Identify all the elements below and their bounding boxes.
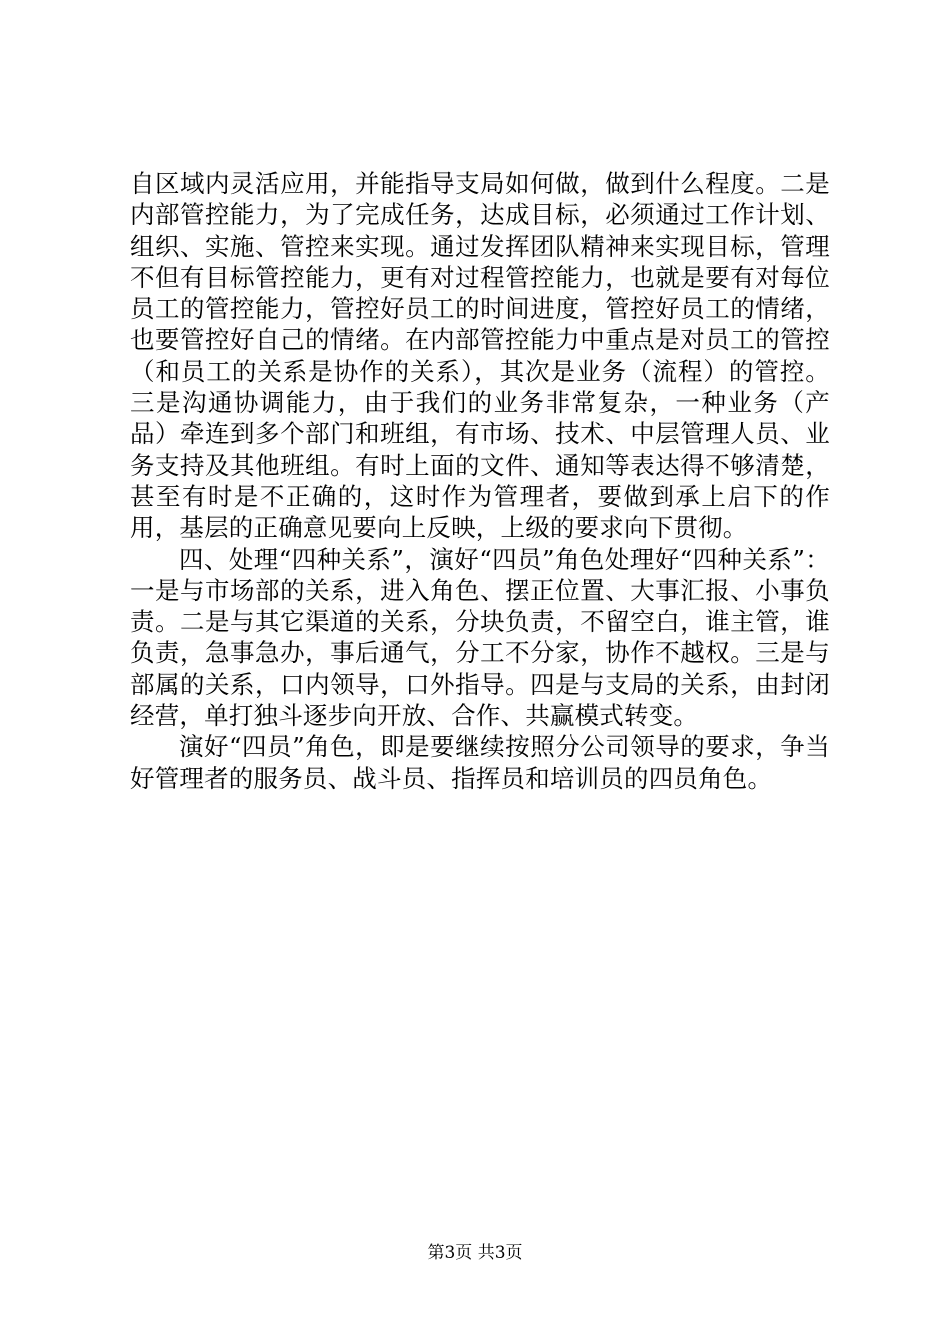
paragraph-four-roles: 演好“四员”角色，即是要继续按照分公司领导的要求，争当好管理者的服务员、战斗员、指挥员和培训员的四员角色。	[130, 732, 830, 793]
paragraph-four-relations: 四、处理“四种关系”，演好“四员”角色处理好“四种关系”：一是与市场部的关系，进入角色、摆正位置、大事汇报、小事负责。二是与其它渠道的关系，分块负责，不留空白，谁主管，谁负责，急事急办，事后通气，分工不分家，协作不越权。三是与部属的关系，口内领导，口外指导。四是与支局的关系，由封闭经营，单打独斗逐步向开放、合作、共赢模式转变。	[130, 544, 830, 731]
document-body	[130, 168, 830, 794]
paragraph-continuation: 自区域内灵活应用，并能指导支局如何做，做到什么程度。二是内部管控能力，为了完成任务，达成目标，必须通过工作计划、组织、实施、管控来实现。通过发挥团队精神来实现目标，管理不但有目标管控能力，更有对过程管控能力，也就是要有对每位员工的管控能力，管控好员工的时间进度，管控好员工的情绪，也要管控好自己的情绪。在内部管控能力中重点是对员工的管控（和员工的关系是协作的关系），其次是业务（流程）的管控。三是沟通协调能力，由于我们的业务非常复杂，一种业务（产品）牵连到多个部门和班组，有市场、技术、中层管理人员、业务支持及其他班组。有时上面的文件、通知等表达得不够清楚，甚至有时是不正确的，这时作为管理者，要做到承上启下的作用，基层的正确意见要向上反映，上级的要求向下贯彻。	[130, 169, 830, 543]
page-number-footer: 第3页 共3页	[427, 1243, 523, 1263]
